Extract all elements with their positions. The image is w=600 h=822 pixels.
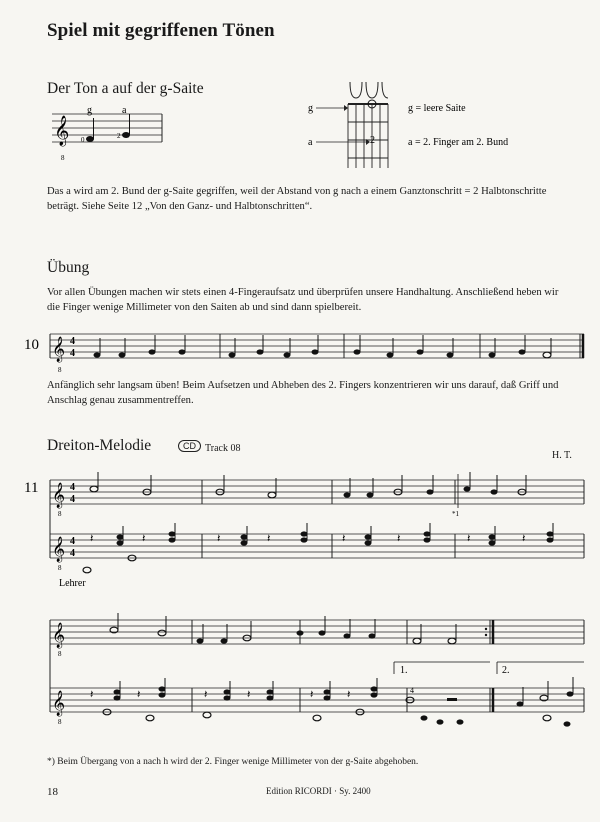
treble-clef-icon: 𝄞: [52, 622, 66, 647]
svg-text:2: 2: [117, 132, 121, 140]
svg-text:𝄽: 𝄽: [342, 533, 346, 545]
staff-ton-a: [44, 104, 174, 166]
note-label-a: a: [122, 105, 127, 116]
fret-label-g: g: [308, 103, 313, 114]
svg-text:2: 2: [370, 135, 375, 146]
fret-desc-g: g = leere Saite: [408, 103, 466, 114]
svg-text:4: 4: [70, 336, 75, 347]
svg-text:𝄽: 𝄽: [247, 689, 251, 701]
svg-text:𝄽: 𝄽: [137, 689, 141, 701]
note-label-g: g: [87, 105, 92, 116]
exercise-number: 11: [24, 480, 39, 496]
section-heading-dreiton: Dreiton-Melodie: [47, 437, 152, 454]
score-system-2: [22, 610, 590, 740]
staff-exercise-10: [22, 328, 590, 376]
fretboard-grid: [348, 104, 388, 168]
track-label: Track 08: [205, 443, 241, 454]
svg-text:𝄽: 𝄽: [522, 533, 526, 545]
page-title: Spiel mit gegriffenen Tönen: [47, 20, 275, 41]
fretboard-diagram: [300, 78, 530, 170]
svg-text:8: 8: [58, 718, 62, 726]
paragraph-line: die Finger wenige Millimeter von den Saiten ab und sind dann spielbereit.: [47, 302, 362, 313]
cd-icon: CD: [178, 440, 201, 452]
paragraph-line: beträgt. Siehe Seite 12 „Von den Ganz- und Halbtonschritten“.: [47, 201, 313, 212]
treble-clef-icon: 𝄞: [52, 482, 66, 507]
melody-notes: [110, 613, 456, 644]
fret-desc-a: a = 2. Finger am 2. Bund: [408, 137, 509, 148]
svg-text:8: 8: [58, 366, 62, 374]
fret-label-a: a: [308, 137, 313, 148]
section-heading-ton-a: Der Ton a auf der g-Saite: [47, 80, 204, 97]
svg-text:𝄽: 𝄽: [347, 689, 351, 701]
treble-clef-icon: 𝄞: [52, 690, 66, 715]
svg-text:4: 4: [70, 494, 75, 505]
svg-text:𝄽: 𝄽: [310, 689, 314, 701]
svg-text:0: 0: [81, 136, 85, 144]
publisher-footer: Edition RICORDI · Sy. 2400: [266, 786, 371, 796]
note-head: [86, 136, 94, 142]
accompaniment-notes: [83, 523, 554, 573]
svg-text:𝄽: 𝄽: [397, 533, 401, 545]
melody-notes: [90, 472, 526, 498]
treble-clef-icon: 𝄞: [52, 336, 66, 361]
svg-text:8: 8: [58, 510, 62, 518]
svg-text:4: 4: [70, 548, 75, 559]
svg-text:𝄽: 𝄽: [217, 533, 221, 545]
page-number: 18: [47, 786, 58, 798]
paragraph-line: Das a wird am 2. Bund der g-Saite gegriffen, weil der Abstand von g nach a einem Ganztonschritt = 2 Halbtonschritte: [47, 186, 547, 197]
svg-text:𝄽: 𝄽: [267, 533, 271, 545]
treble-clef-icon: 𝄞: [54, 116, 70, 145]
volta-2-label: 2.: [502, 665, 510, 676]
volta-brackets: [394, 662, 584, 676]
accompaniment-notes: [90, 677, 574, 727]
svg-text:4: 4: [70, 482, 75, 493]
paragraph-line: Anschlag genau zusammentreffen.: [47, 395, 194, 406]
score-system-1: [22, 472, 590, 588]
svg-text:𝄽: 𝄽: [90, 533, 94, 545]
paragraph-line: Vor allen Übungen machen wir stets einen 4-Fingeraufsatz und überprüfen unsere Handhaltung. Anschließend heben wir: [47, 287, 559, 298]
footnote-mark: *1: [452, 510, 459, 518]
footnote-text: *) Beim Übergang von a nach h wird der 2. Finger wenige Millimeter von der g-Saite abgehoben.: [47, 757, 419, 767]
paragraph-line: Anfänglich sehr langsam üben! Beim Aufsetzen und Abheben des 2. Fingers konzentrieren wir uns darauf, daß Griff und: [47, 380, 559, 391]
treble-clef-icon: 𝄞: [52, 536, 66, 561]
teacher-label: Lehrer: [59, 578, 86, 588]
svg-text:𝄽: 𝄽: [204, 689, 208, 701]
note-head: [122, 132, 130, 138]
exercise-number: 10: [24, 337, 39, 353]
section-heading-uebung: Übung: [47, 259, 90, 276]
svg-text:𝄽: 𝄽: [142, 533, 146, 545]
svg-text:4: 4: [410, 686, 414, 695]
author-initials: H. T.: [552, 450, 572, 461]
svg-text:8: 8: [61, 154, 65, 162]
svg-text:8: 8: [58, 564, 62, 572]
svg-text:4: 4: [70, 536, 75, 547]
svg-text:𝄽: 𝄽: [90, 689, 94, 701]
svg-text:8: 8: [58, 650, 62, 658]
svg-text:4: 4: [70, 348, 75, 359]
svg-text:𝄽: 𝄽: [467, 533, 471, 545]
volta-1-label: 1.: [400, 665, 408, 676]
